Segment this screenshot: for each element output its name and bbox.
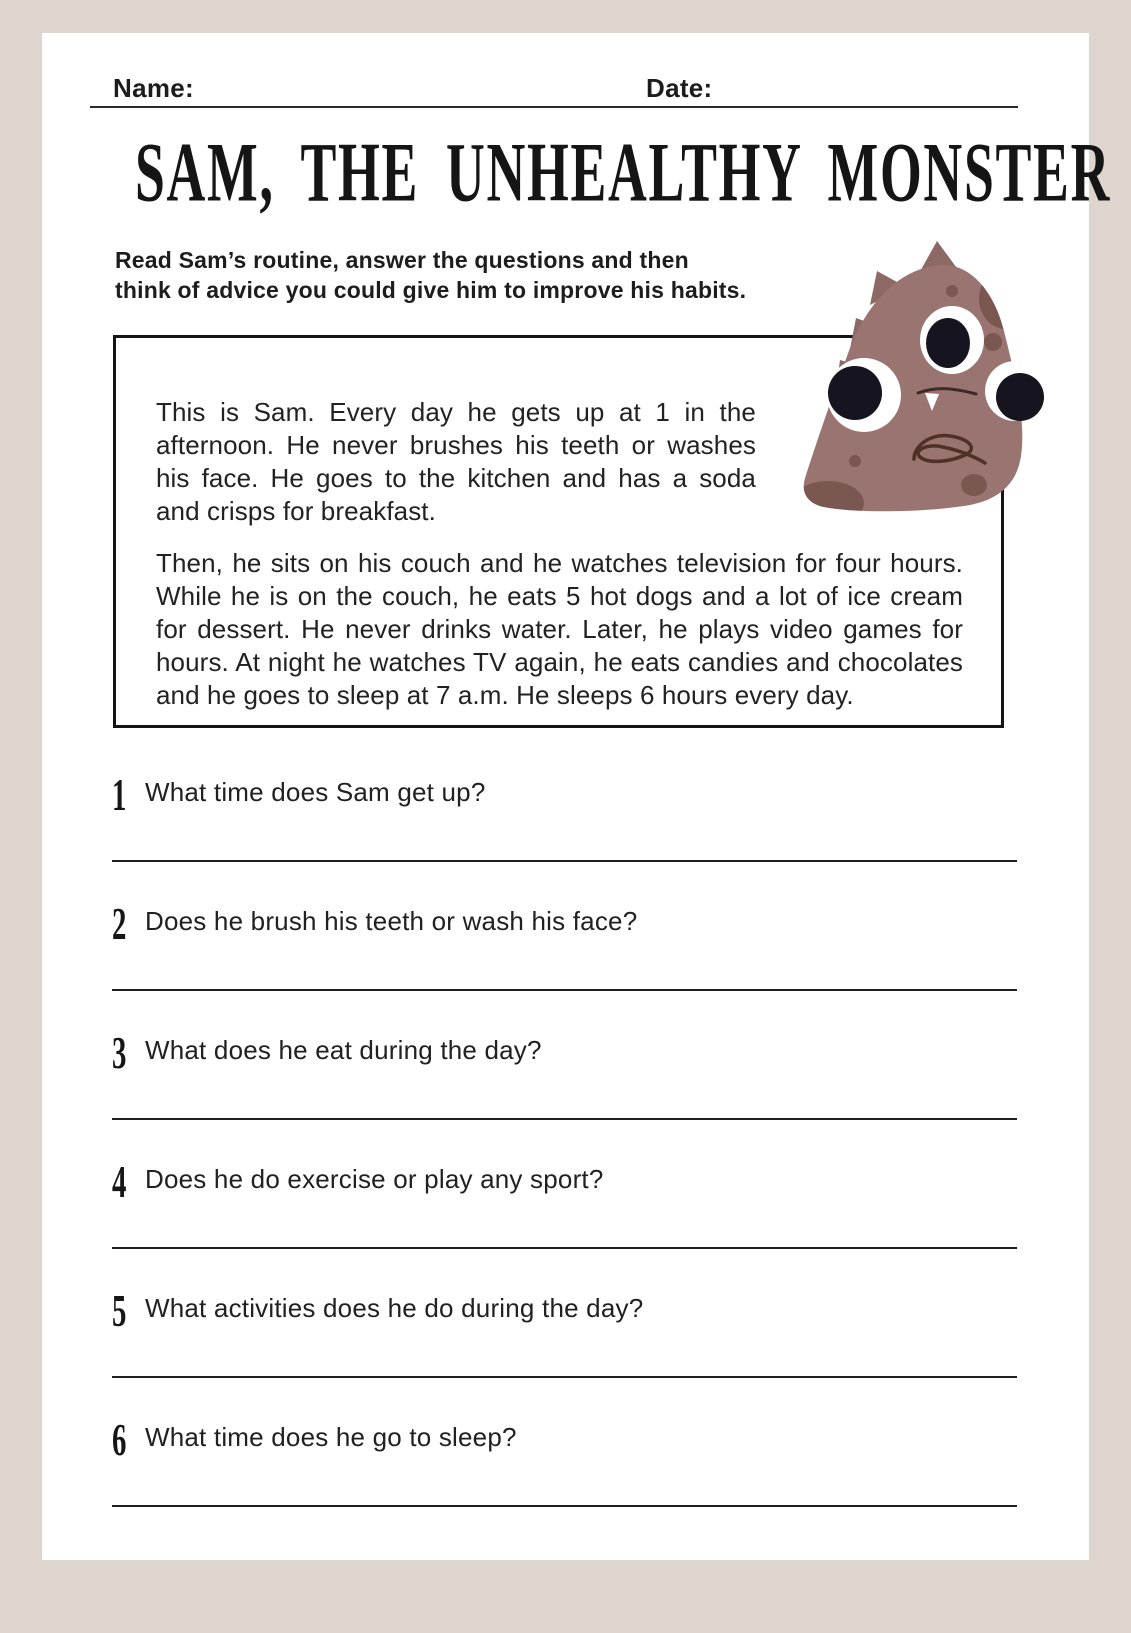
sam-monster-illustration [792, 223, 1048, 515]
question-row-5 [42, 1276, 1089, 1405]
question-4-number: 4 [112, 1155, 127, 1208]
question-6-number: 6 [112, 1413, 127, 1466]
instructions [115, 245, 746, 305]
question-1-answer-line [112, 860, 1017, 862]
passage-paragraph-2: Then, he sits on his couch and he watches television for four hours. While he is on the couch, he eats 5 hot dogs and a lot of ice cream for dessert. He never drinks water. Later, he plays video games for hours. At night he watches TV again, he eats candies and chocolates and he goes to sleep at 7 a.m. He sleeps 6 hours every day. [156, 548, 963, 710]
question-4-text: Does he do exercise or play any sport? [145, 1164, 604, 1194]
name-date-underline [90, 106, 1018, 108]
question-row-4 [42, 1147, 1089, 1276]
question-2-number: 2 [112, 897, 127, 950]
question-3-number: 3 [112, 1026, 127, 1079]
question-5-answer-line [112, 1376, 1017, 1378]
question-5-number: 5 [112, 1284, 127, 1337]
question-2-answer-line [112, 989, 1017, 991]
question-6-answer-line [112, 1505, 1017, 1507]
question-6-text: What time does he go to sleep? [145, 1422, 517, 1452]
question-3-answer-line [112, 1118, 1017, 1120]
question-5-text: What activities does he do during the day? [145, 1293, 644, 1323]
question-row-3 [42, 1018, 1089, 1147]
question-row-1 [42, 760, 1089, 889]
question-4-answer-line [112, 1247, 1017, 1249]
question-3-text: What does he eat during the day? [145, 1035, 542, 1065]
passage-paragraph-1: This is Sam. Every day he gets up at 1 in the afternoon. He never brushes his teeth or washes his face. He goes to the kitchen and has a soda and crisps for breakfast. [156, 397, 756, 526]
question-row-6 [42, 1405, 1089, 1534]
date-label: Date: [646, 73, 713, 103]
question-2-text: Does he brush his teeth or wash his face? [145, 906, 638, 936]
instructions-line-1: Read Sam’s routine, answer the questions and then [115, 247, 689, 273]
question-1-number: 1 [112, 768, 127, 821]
page-title [42, 125, 1112, 226]
name-label: Name: [113, 73, 194, 103]
instructions-line-2: think of advice you could give him to improve his habits. [115, 277, 747, 303]
question-1-text: What time does Sam get up? [145, 777, 486, 807]
page-title-text: SAM, THE UNHEALTHY MONSTER [134, 125, 1112, 220]
worksheet-page [42, 33, 1112, 1560]
question-row-2 [42, 889, 1089, 1018]
